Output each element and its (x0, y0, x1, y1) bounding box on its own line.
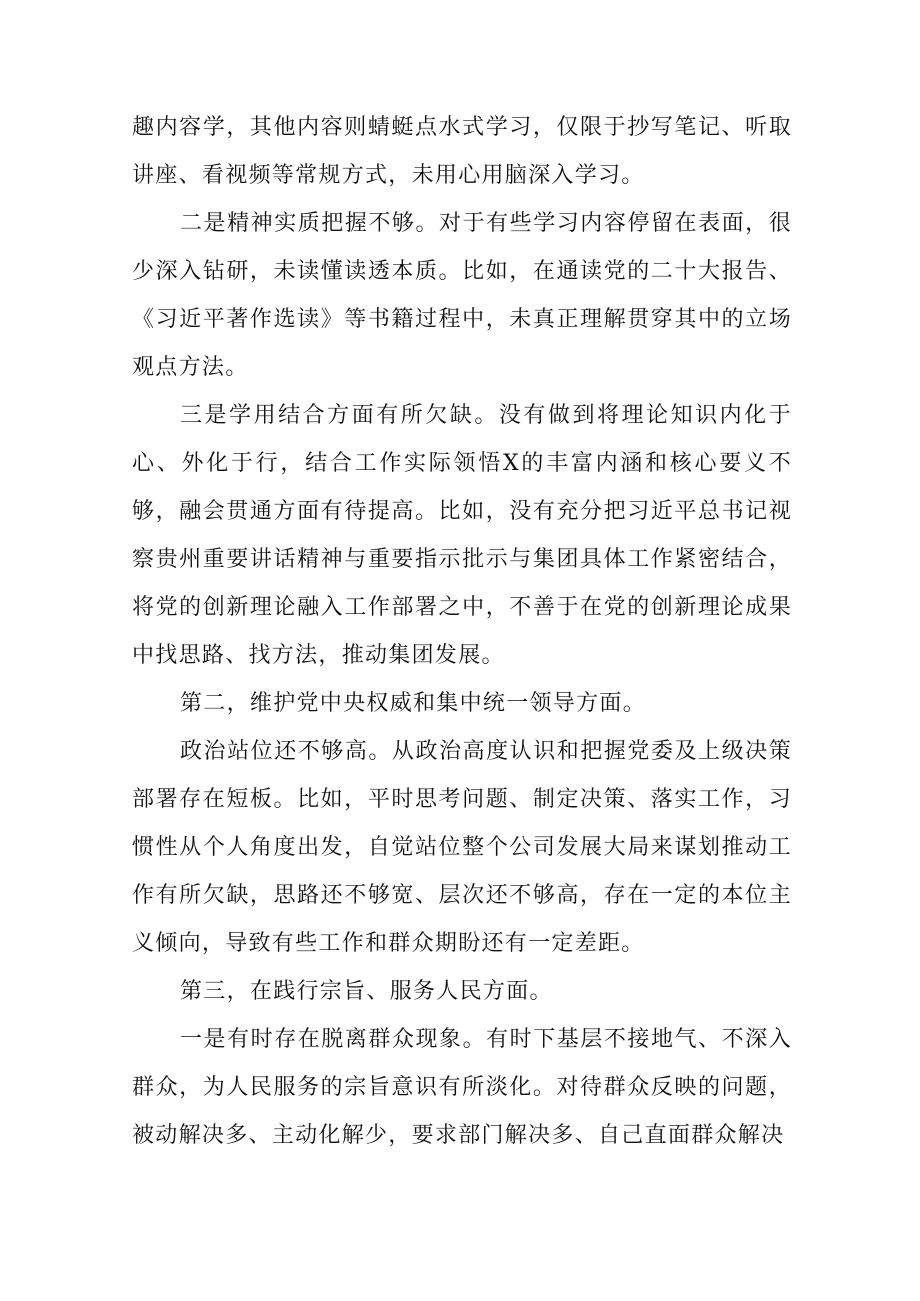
paragraph-3: 三是学用结合方面有所欠缺。没有做到将理论知识内化于心、外化于行，结合工作实际领悟X的丰富内涵和核心要义不够，融会贯通方面有待提高。比如，没有充分把习近平总书记视察贵州重要讲话精神与重要指示批示与集团具体工作紧密结合，将党的创新理论融入工作部署之中，不善于在党的创新理论成果中找思路、找方法，推动集团发展。 (132, 403, 792, 668)
paragraph-2: 二是精神实质把握不够。对于有些学习内容停留在表面，很少深入钻研，未读懂读透本质。比如，在通读党的二十大报告、《习近平著作选读》等书籍过程中，未真正理解贯穿其中的立场观点方法。 (132, 211, 792, 380)
paragraph-4: 政治站位还不够高。从政治高度认识和把握党委及上级决策部署存在短板。比如，平时思考问题、制定决策、落实工作，习惯性从个人角度出发，自觉站位整个公司发展大局来谋划推动工作有所欠缺，思路还不够宽、层次还不够高，存在一定的本位主义倾向，导致有些工作和群众期盼还有一定差距。 (132, 739, 792, 956)
document-body (132, 104, 792, 1160)
section-heading-3: 第三，在践行宗旨、服务人民方面。 (180, 979, 553, 1004)
paragraph-1: 趣内容学，其他内容则蜻蜓点水式学习，仅限于抄写笔记、听取讲座、看视频等常规方式，未用心用脑深入学习。 (132, 115, 792, 188)
paragraph-5: 一是有时存在脱离群众现象。有时下基层不接地气、不深入群众，为人民服务的宗旨意识有所淡化。对待群众反映的问题，被动解决多、主动化解少，要求部门解决多、自己直面群众解决 (132, 1027, 792, 1148)
section-heading-2: 第二，维护党中央权威和集中统一领导方面。 (180, 691, 647, 716)
